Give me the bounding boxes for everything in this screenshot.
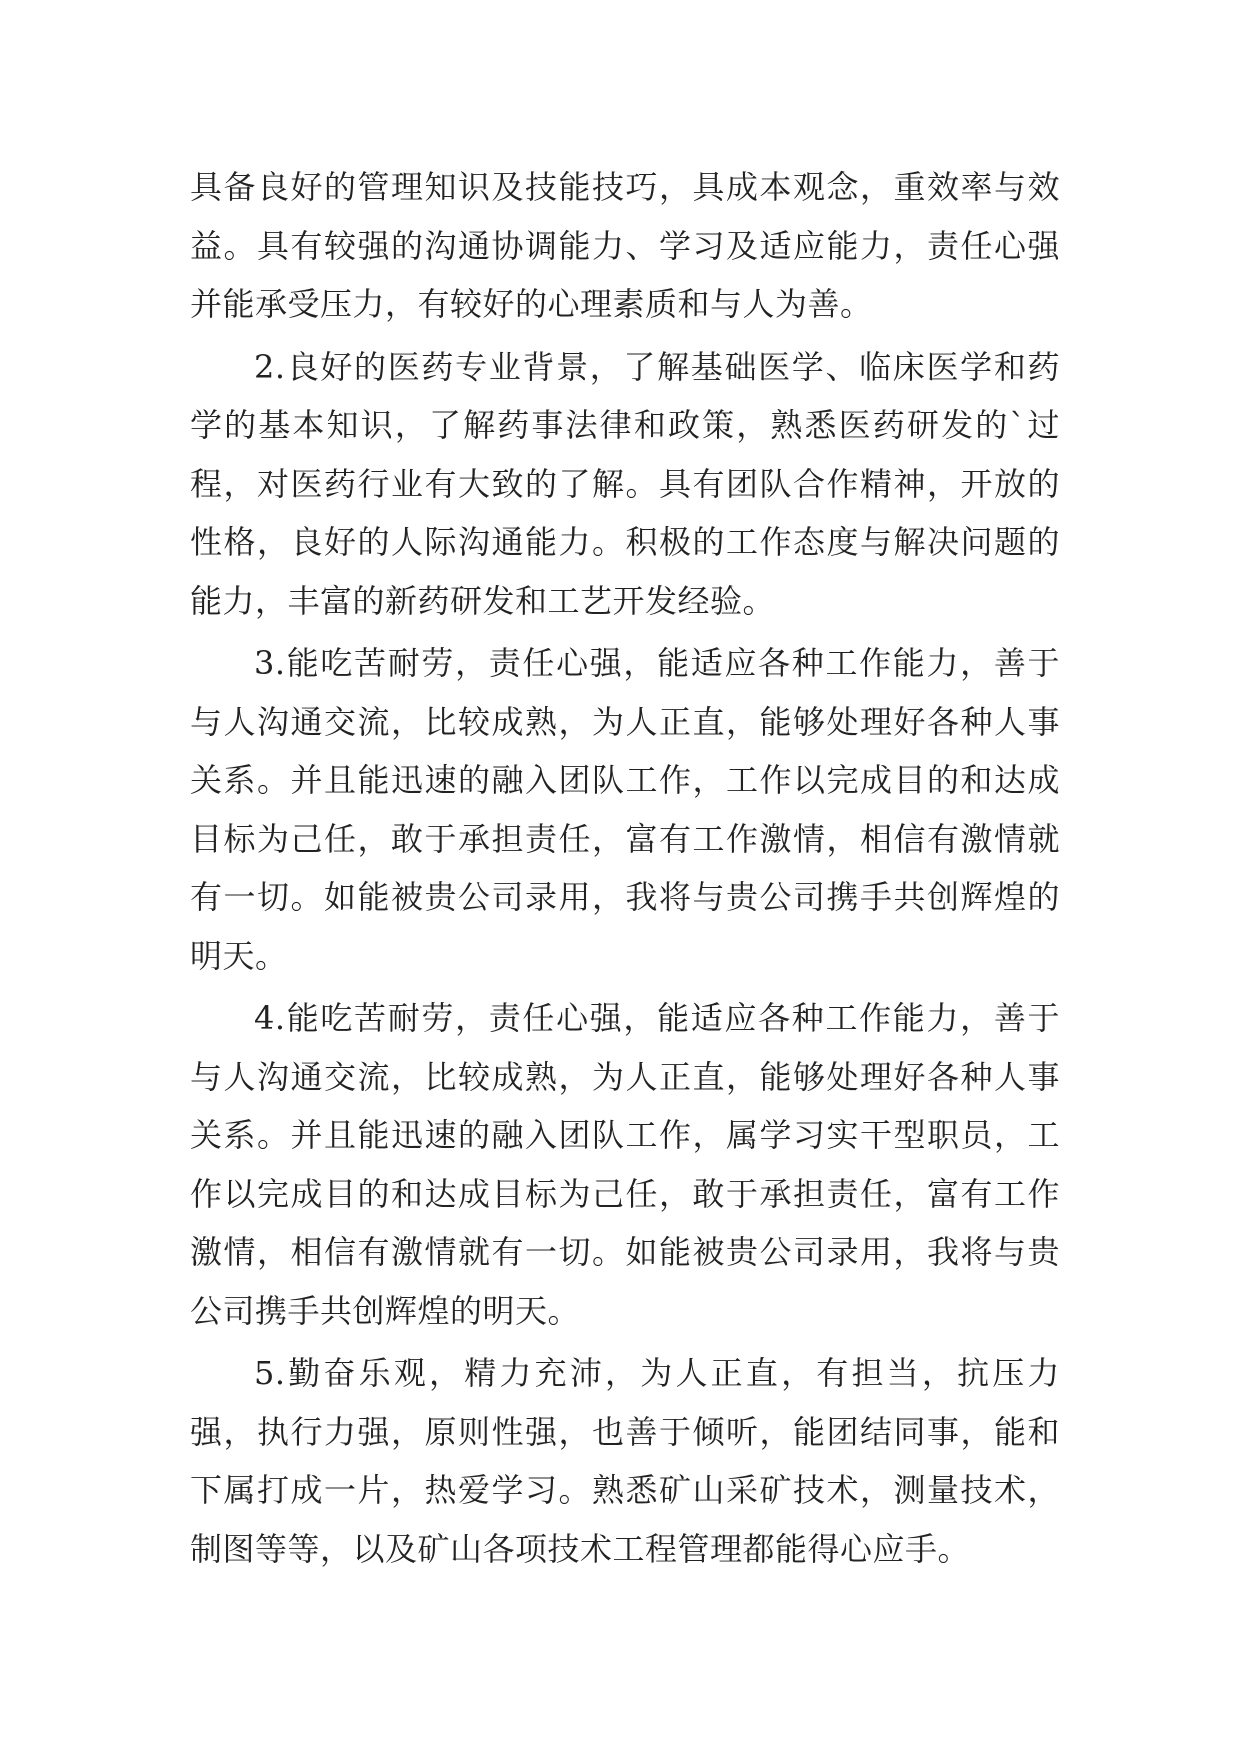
- paragraph-4: 4.能吃苦耐劳，责任心强，能适应各种工作能力，善于与人沟通交流，比较成熟，为人正直，能够处理好各种人事关系。并且能迅速的融入团队工作，属学习实干型职员，工作以完成目的和达成目标为己任，敢于承担责任，富有工作激情，相信有激情就有一切。如能被贵公司录用，我将与贵公司携手共创辉煌的明天。: [190, 999, 1060, 1330]
- paragraph-1: 具备良好的管理知识及技能技巧，具成本观念，重效率与效益。具有较强的沟通协调能力、学习及适应能力，责任心强并能承受压力，有较好的心理素质和与人为善。: [190, 168, 1060, 323]
- document-body: [190, 158, 1060, 1582]
- paragraph-5: 5.勤奋乐观，精力充沛，为人正直，有担当，抗压力强，执行力强，原则性强，也善于倾听，能团结同事，能和下属打成一片，热爱学习。熟悉矿山采矿技术，测量技术，制图等等，以及矿山各项技术工程管理都能得心应手。: [190, 1354, 1060, 1568]
- paragraph-2: 2.良好的医药专业背景，了解基础医学、临床医学和药学的基本知识，了解药事法律和政策，熟悉医药研发的`过程，对医药行业有大致的了解。具有团队合作精神，开放的性格，良好的人际沟通能力。积极的工作态度与解决问题的能力，丰富的新药研发和工艺开发经验。: [190, 347, 1060, 620]
- paragraph-3: 3.能吃苦耐劳，责任心强，能适应各种工作能力，善于与人沟通交流，比较成熟，为人正直，能够处理好各种人事关系。并且能迅速的融入团队工作，工作以完成目的和达成目标为己任，敢于承担责任，富有工作激情，相信有激情就有一切。如能被贵公司录用，我将与贵公司携手共创辉煌的明天。: [190, 644, 1060, 975]
